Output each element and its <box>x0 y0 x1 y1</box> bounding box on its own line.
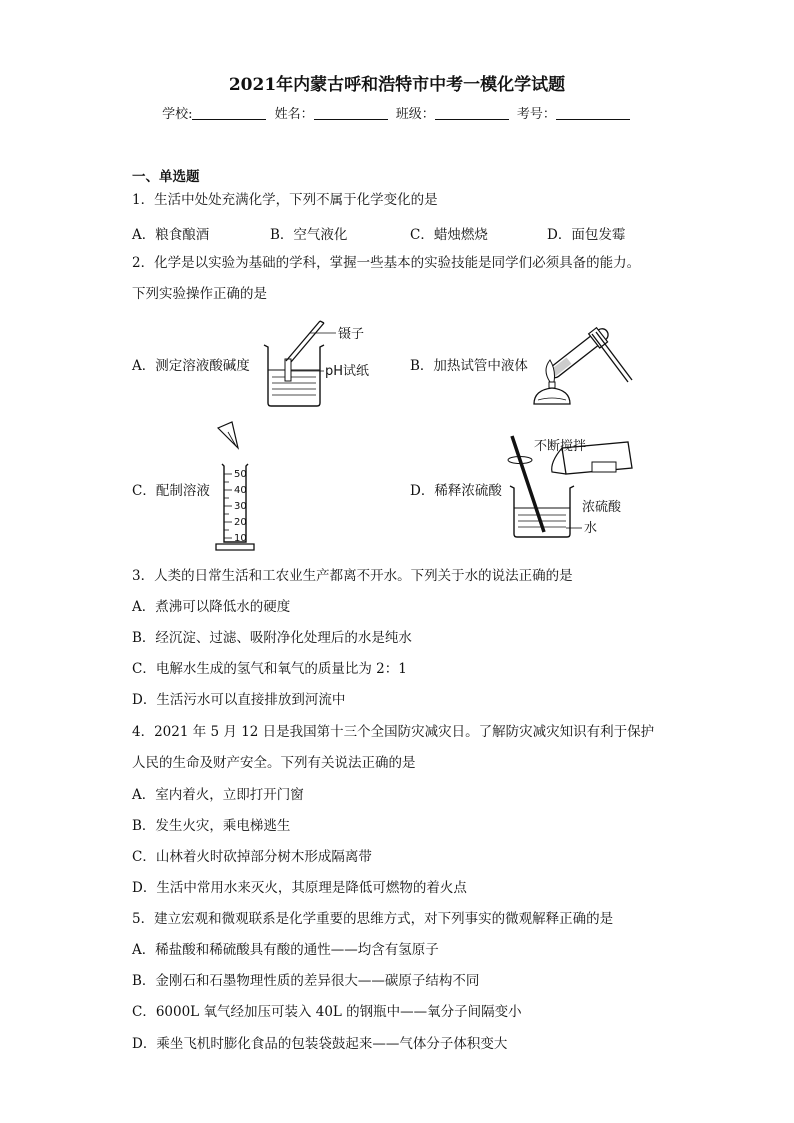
q1-option-b[interactable]: B．空气液化 <box>270 227 348 243</box>
q4-option-d[interactable]: D．生活中常用水来灭火，其原理是降低可燃物的着火点 <box>132 880 467 896</box>
q5-option-b[interactable]: B．金刚石和石墨物理性质的差异很大——碳原子结构不同 <box>132 973 480 989</box>
figure-heating-tube <box>520 312 635 410</box>
class-label: 班级： <box>395 107 435 122</box>
cylinder-base <box>216 544 254 550</box>
q4-option-b[interactable]: B．发生火灾，乘电梯逃生 <box>132 818 291 834</box>
q3-stem: 3．人类的日常生活和工农业生产都离不开水。下列关于水的说法正确的是 <box>132 568 573 584</box>
q2-stem-line2: 下列实验操作正确的是 <box>132 286 267 302</box>
q4-option-a[interactable]: A．室内着火，立即打开门窗 <box>132 787 304 803</box>
q2-option-b[interactable]: B．加热试管中液体 <box>410 358 528 374</box>
label-ph-paper: pH试纸 <box>325 364 370 379</box>
bottle-label <box>592 462 616 472</box>
tick-label-50: 50 <box>234 469 247 480</box>
q3-option-b[interactable]: B．经沉淀、过滤、吸附净化处理后的水是纯水 <box>132 630 412 646</box>
ph-paper <box>285 359 291 381</box>
q1-stem: 1．生活中处处充满化学，下列不属于化学变化的是 <box>132 192 438 208</box>
section-heading: 一、单选题 <box>132 169 200 185</box>
class-blank[interactable] <box>435 107 509 120</box>
page-title: 2021年内蒙古呼和浩特市中考一模化学试题 <box>228 75 566 95</box>
number-label: 考号： <box>516 107 556 122</box>
tick-label-10: 10 <box>234 533 247 544</box>
flame <box>546 360 555 382</box>
name-blank[interactable] <box>314 107 388 120</box>
q3-option-d[interactable]: D．生活污水可以直接排放到河流中 <box>132 692 346 708</box>
label-water: 水 <box>584 521 598 536</box>
cylinder-ticks <box>224 474 232 538</box>
label-acid: 浓硫酸 <box>582 500 622 515</box>
tweezers-arm2 <box>291 323 324 362</box>
q5-option-d[interactable]: D．乘坐飞机时膨化食品的包装袋鼓起来——气体分子体积变大 <box>132 1036 508 1052</box>
beaker-outline <box>264 345 324 406</box>
tweezers-arm1 <box>286 321 320 361</box>
q1-option-d[interactable]: D．面包发霉 <box>547 227 626 243</box>
tick-label-40: 40 <box>234 485 247 496</box>
school-blank[interactable] <box>192 107 266 120</box>
name-label: 姓名： <box>274 107 314 122</box>
figure-dilute-acid <box>500 428 640 546</box>
figure-graduated-cylinder <box>210 420 265 555</box>
label-stir: 不断搅拌 <box>534 439 587 454</box>
q2-option-a[interactable]: A．测定溶液酸碱度 <box>132 358 250 374</box>
q2-option-d[interactable]: D．稀释浓硫酸 <box>410 483 502 499</box>
tube-holder <box>592 334 628 382</box>
q1-option-c[interactable]: C．蜡烛燃烧 <box>410 227 488 243</box>
number-blank[interactable] <box>556 107 630 120</box>
q1-option-a[interactable]: A．粮食酿酒 <box>132 227 210 243</box>
q2-stem-line1: 2．化学是以实验为基础的学科，掌握一些基本的实验技能是同学们必须具备的能力。 <box>132 255 641 271</box>
q5-option-a[interactable]: A．稀盐酸和稀硫酸具有酸的通性——均含有氢原子 <box>132 942 439 958</box>
liquid-hatch <box>272 377 316 395</box>
school-label: 学校: <box>162 107 193 122</box>
label-tweezers: 镊子 <box>338 327 365 342</box>
q4-option-c[interactable]: C．山林着火时砍掉部分树木形成隔离带 <box>132 849 372 865</box>
q3-option-a[interactable]: A．煮沸可以降低水的硬度 <box>132 599 291 615</box>
tick-label-20: 20 <box>234 517 247 528</box>
q5-option-c[interactable]: C．6000L 氧气经加压可装入 40L 的钢瓶中——氧分子间隔变小 <box>132 1004 522 1020</box>
figure-ph-test <box>258 315 388 410</box>
q5-stem: 5．建立宏观和微观联系是化学重要的思维方式，对下列事实的微观解释正确的是 <box>132 911 614 927</box>
q4-stem-line1: 4．2021 年 5 月 12 日是我国第十三个全国防灾减灾日。了解防灾减灾知识有利于保护 <box>132 724 655 740</box>
student-info-line <box>0 103 794 122</box>
q4-stem-line2: 人民的生命及财产安全。下列有关说法正确的是 <box>132 755 416 771</box>
q2-option-c[interactable]: C．配制溶液 <box>132 483 210 499</box>
tick-label-30: 30 <box>234 501 247 512</box>
alcohol-lamp <box>534 388 570 404</box>
q3-option-c[interactable]: C．电解水生成的氢气和氧气的质量比为 2：1 <box>132 661 407 677</box>
